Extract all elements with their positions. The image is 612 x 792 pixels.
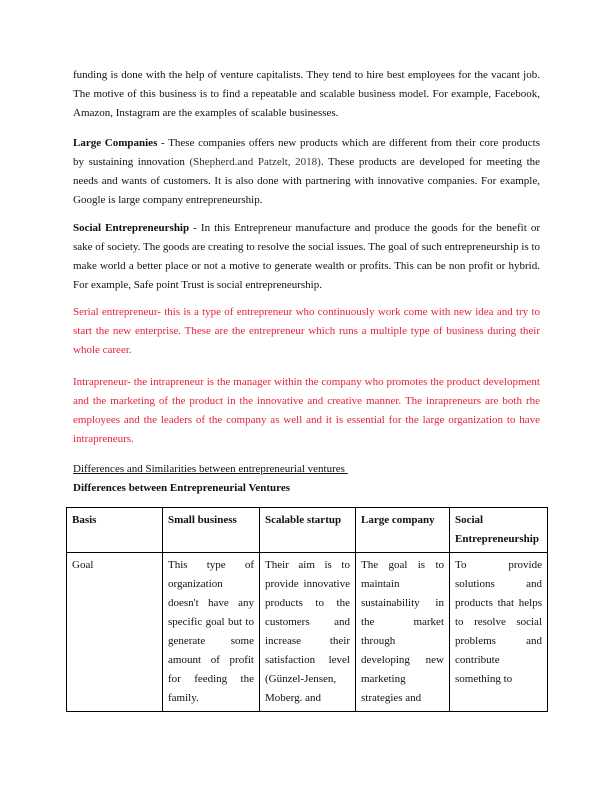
citation: (Shepherd.and Patzelt, 2018) [189, 156, 321, 168]
header-small-business: Small business [163, 508, 260, 553]
section-heading: Differences and Similarities between entrepreneurial ventures [73, 463, 348, 475]
paragraph-social-entrepreneurship [73, 219, 540, 295]
differences-table [66, 507, 548, 712]
header-social-entrepreneurship: Social Entrepreneurship [450, 508, 548, 553]
paragraph-intrapreneur: Intrapreneur- the intrapreneur is the manager within the company who promotes the product development and the marketing of the product in the innovative and creative manner. The inrapreneurs are both rhe employees and the leaders of the company as well and it is essential for the large organization to have intrapreneurs. [73, 376, 540, 445]
paragraph-serial-entrepreneur: Serial entrepreneur- this is a type of entrepreneur who continuously work come with new idea and try to start the new enterprise. These are the entrepreneur which runs a multiple type of business during their whole career. [73, 306, 540, 356]
paragraph-scalable-startup: funding is done with the help of venture capitalists. They tend to hire best employees for the vacant job. The motive of this business is to find a repeatable and scalable business model. For example, Facebook, Amazon, Instagram are the examples of scalable businesses. [73, 69, 540, 119]
table-title: Differences between Entrepreneurial Ventures [73, 482, 291, 494]
text: . These products are developed for meeting the needs and wants of customers. It is also done with partnering with innovative companies. For example, Google is large company entrepreneurship. [73, 156, 541, 206]
header-basis: Basis [67, 508, 163, 553]
cell-scalable-startup: Their aim is to provide innovative products to the customers and increase their satisfaction level (Günzel-Jensen, Moberg. and [260, 553, 356, 712]
text: - These companies offers new products which are different from their core products by sustaining innovation [73, 137, 540, 168]
social-title: Social Entrepreneurship [73, 222, 190, 234]
text: - In this Entrepreneur manufacture and produce the goods for the benefit or sake of society. The goods are creating to resolve the social issues. The goal of such entrepreneurship is to make world a better place or not a motive to generate wealth or profits. This can be non profit or hybrid. For example, Safe point Trust is social entrepreneurship. [73, 222, 540, 291]
large-companies-title: Large Companies [73, 137, 158, 149]
table-row [67, 553, 548, 712]
paragraph-large-companies [73, 134, 540, 210]
cell-basis: Goal [67, 553, 163, 712]
table-header-row [67, 508, 548, 553]
header-large-company: Large company [356, 508, 450, 553]
cell-small-business: This type of organization doesn't have any specific goal but to generate some amount of profit for feeding the family. [163, 553, 260, 712]
cell-social-entrepreneurship: To provide solutions and products that helps to resolve social problems and contribute something to [450, 553, 548, 712]
cell-large-company: The goal is to maintain sustainability in the market through developing new marketing strategies and [356, 553, 450, 712]
header-scalable-startup: Scalable startup [260, 508, 356, 553]
